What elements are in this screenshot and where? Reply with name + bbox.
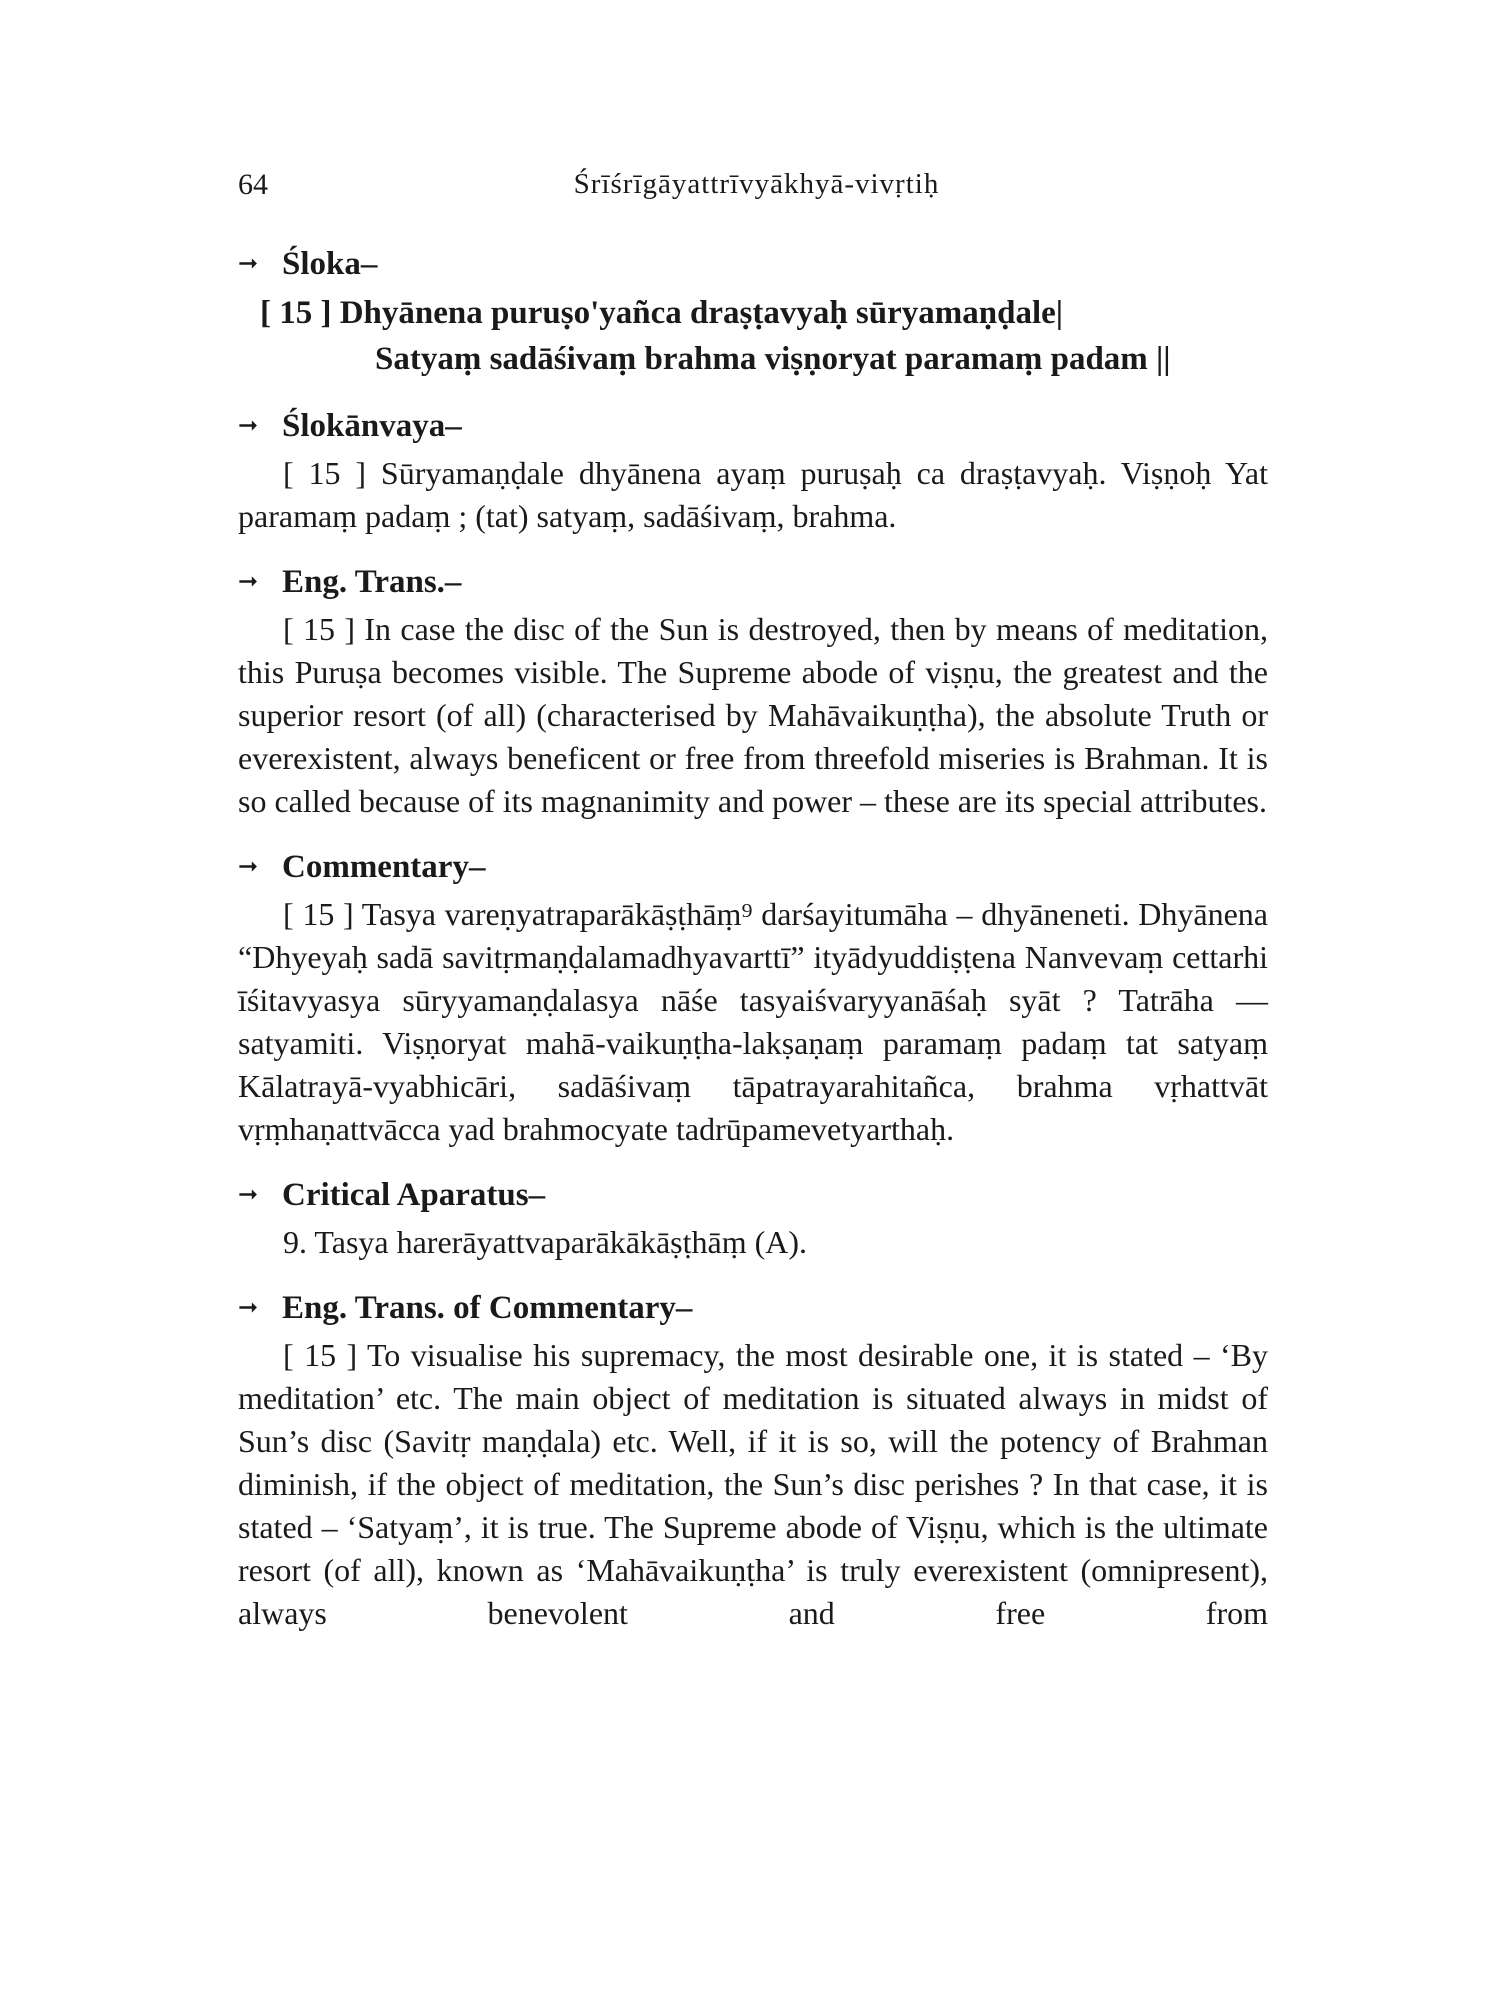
verse	[238, 290, 1268, 382]
slokanvaya-text: [ 15 ] Sūryamaṇḍale dhyānena ayaṃ puruṣaḥ ca draṣṭavyaḥ. Viṣṇoḥ Yat paramaṃ padaṃ ; (tat) satyaṃ, sadāśivaṃ, brahma.	[238, 455, 1268, 534]
critical-apparatus-section	[238, 1169, 1268, 1264]
eng-trans-commentary-heading: Eng. Trans. of Commentary–	[282, 1290, 693, 1326]
eng-trans-section	[238, 556, 1268, 823]
page-header	[238, 168, 1275, 208]
commentary-text: [ 15 ] Tasya vareṇyatraparākāṣṭhāṃ⁹ darśayitumāha – dhyāneneti. Dhyānena “Dhyeyaḥ sadā savitṛmaṇḍalamadhyavarttī” ityādyuddiṣṭena Nanvevaṃ cettarhi īśitavyasya sūryyamaṇḍalasya nāśe tasyaiśvaryyanāśaḥ syāt ? Tatrāha — satyamiti. Viṣṇoryat mahā-vaikuṇṭha-lakṣaṇaṃ paramaṃ padaṃ tat satyaṃ Kālatrayā-vyabhicāri, sadāśivaṃ tāpatrayarahitañca, brahma vṛhattvāt vṛṃhaṇattvācca yad brahmocyate tadrūpamevetyarthaḥ.	[238, 896, 1268, 1147]
arrow-icon: ➞	[238, 251, 259, 277]
section-heading	[238, 1169, 1268, 1221]
section-heading	[238, 1282, 1268, 1334]
slokanvaya-heading: Ślokānvaya–	[282, 408, 462, 444]
verse-line-1: [ 15 ] Dhyānena puruṣo'yañca draṣṭavyaḥ sūryamaṇḍale|	[260, 295, 1064, 331]
commentary-section	[238, 841, 1268, 1151]
arrow-icon: ➞	[238, 1295, 259, 1321]
arrow-icon: ➞	[238, 413, 259, 439]
page-body	[238, 238, 1268, 1653]
commentary-heading: Commentary–	[282, 849, 486, 885]
page-number: 64	[238, 168, 268, 201]
critical-apparatus-text: 9. Tasya harerāyattvaparākākāṣṭhāṃ (A).	[283, 1224, 808, 1260]
eng-trans-text: [ 15 ] In case the disc of the Sun is destroyed, then by means of meditation, this Puruṣa becomes visible. The Supreme abode of viṣṇu, the greatest and the superior resort (of all) (characterised by Mahāvaikuṇṭha), the absolute Truth or everexistent, always beneficent or free from threefold miseries is Brahman. It is so called because of its magnanimity and power – these are its special attributes.	[238, 611, 1268, 819]
section-heading	[238, 556, 1268, 608]
eng-trans-commentary-section	[238, 1282, 1268, 1635]
arrow-icon: ➞	[238, 1182, 259, 1208]
verse-line-2: Satyaṃ sadāśivaṃ brahma viṣṇoryat paramaṃ padam ||	[375, 341, 1171, 377]
arrow-icon: ➞	[238, 569, 259, 595]
eng-trans-heading: Eng. Trans.–	[282, 564, 462, 600]
arrow-icon: ➞	[238, 854, 259, 880]
sloka-heading: Śloka–	[282, 246, 378, 282]
critical-apparatus-heading: Critical Aparatus–	[282, 1177, 546, 1213]
section-heading	[238, 400, 1268, 452]
running-title: Śrīśrīgāyattrīvyākhyā-vivṛtiḥ	[573, 168, 940, 200]
sloka-section	[238, 238, 1268, 382]
section-heading	[238, 238, 1268, 290]
eng-trans-commentary-text: [ 15 ] To visualise his supremacy, the most desirable one, it is stated – ‘By meditation’ etc. The main object of meditation is situated always in midst of Sun’s disc (Savitṛ maṇḍala) etc. Well, if it is so, will the potency of Brahman diminish, if the object of meditation, the Sun’s disc perishes ? In that case, it is stated – ‘Satyaṃ’, it is true. The Supreme abode of Viṣṇu, which is the ultimate resort (of all), known as ‘Mahāvaikuṇṭha’ is truly everexistent (omnipresent), always benevolent and free from	[238, 1337, 1268, 1631]
slokanvaya-section	[238, 400, 1268, 538]
section-heading	[238, 841, 1268, 893]
